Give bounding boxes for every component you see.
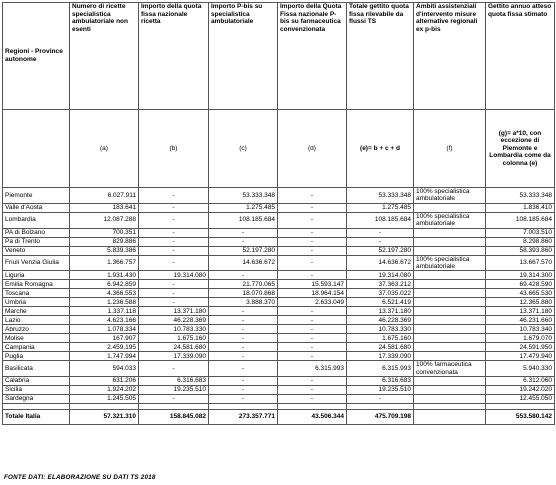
cell-d: - (278, 395, 347, 404)
cell-e: 46.228.369 (347, 316, 414, 325)
cell-c: 108.185.684 (209, 212, 278, 228)
cell-c: 18.070.868 (209, 289, 278, 298)
cell-b: 17.339.090 (139, 352, 209, 361)
cell-b: 158.845.082 (139, 410, 209, 425)
cell-region: Pa di Trento (3, 237, 70, 246)
cell-f (414, 395, 486, 404)
cell-f (414, 237, 486, 246)
cell-e: - (347, 395, 414, 404)
cell-d: - (278, 386, 347, 395)
cell-c: 3.888.370 (209, 298, 278, 307)
cell-c: - (209, 316, 278, 325)
cell-f (414, 203, 486, 212)
cell-a: 167.907 (70, 334, 139, 343)
cell-region: Toscana (3, 289, 70, 298)
table-row (3, 246, 555, 255)
table-row (3, 307, 555, 316)
table-row (3, 203, 555, 212)
cell-c: - (209, 307, 278, 316)
table-row (3, 325, 555, 334)
cell-g: 24.591.950 (486, 343, 555, 352)
cell-region: Piemonte (3, 188, 70, 204)
cell-c: - (209, 325, 278, 334)
cell-region: PA di Bolzano (3, 228, 70, 237)
cell-c: 53.333.348 (209, 188, 278, 204)
cell-f (414, 307, 486, 316)
table-row (3, 352, 555, 361)
cell-c: 273.357.771 (209, 410, 278, 425)
cell-g: 12.455.050 (486, 395, 555, 404)
cell-a: 6.027.911 (70, 188, 139, 204)
table-row (3, 377, 555, 386)
cell-b: - (139, 361, 209, 377)
cell-a: 594.033 (70, 361, 139, 377)
cell-region: Lazio (3, 316, 70, 325)
cell-d: - (278, 334, 347, 343)
cell-a: 1.366.757 (70, 255, 139, 271)
cell-g: 69.428.590 (486, 280, 555, 289)
cell-region: Totale Italia (3, 410, 70, 425)
cell-e: 6.521.419 (347, 298, 414, 307)
code-cell: (c) (209, 110, 278, 188)
cell-b: 46.228.369 (139, 316, 209, 325)
cell-e: - (347, 228, 414, 237)
code-cell: (a) (70, 110, 139, 188)
cell-g: 46.231.660 (486, 316, 555, 325)
cell-c: - (209, 343, 278, 352)
cell-a: 183.641 (70, 203, 139, 212)
cell-g: 12.365.880 (486, 298, 555, 307)
cell-a: 1.924.202 (70, 386, 139, 395)
table-row (3, 334, 555, 343)
cell-c: 52.197.280 (209, 246, 278, 255)
cell-f (414, 386, 486, 395)
cell-b: 10.783.330 (139, 325, 209, 334)
source-note: FONTE DATI: ELABORAZIONE SU DATI TS 2018 (4, 474, 156, 481)
cell-b: - (139, 280, 209, 289)
cell-f (414, 325, 486, 334)
cell-b: 24.581.680 (139, 343, 209, 352)
cell-e: 1.675.160 (347, 334, 414, 343)
cell-f: 100% specialistica ambulatoriale (414, 255, 486, 271)
cell-g: 58.393.860 (486, 246, 555, 255)
cell-d: 2.633.049 (278, 298, 347, 307)
table-body (3, 188, 555, 425)
cell-d: 6.315.993 (278, 361, 347, 377)
cell-a: 12.087.288 (70, 212, 139, 228)
cell-e: 53.333.348 (347, 188, 414, 204)
cell-c: - (209, 228, 278, 237)
cell-f (414, 334, 486, 343)
cell-c: - (209, 361, 278, 377)
cell-g: 10.783.340 (486, 325, 555, 334)
cell-e: - (347, 237, 414, 246)
cell-a: 4.366.553 (70, 289, 139, 298)
cell-g: 19.314.300 (486, 271, 555, 280)
code-cell (3, 110, 70, 188)
cell-f (414, 289, 486, 298)
header-importo-quota-fissa: Importo della quota fissa nazionale ricetta (139, 3, 209, 110)
data-table (2, 2, 555, 425)
header-gettito-annuo: Gettito annuo atteso quota fissa stimato (486, 3, 555, 110)
cell-b: - (139, 395, 209, 404)
cell-b: 19.235.510 (139, 386, 209, 395)
cell-b: 6.316.683 (139, 377, 209, 386)
cell-f (414, 352, 486, 361)
cell-g: 5.940.330 (486, 361, 555, 377)
cell-b: - (139, 188, 209, 204)
cell-e: 37.035.022 (347, 289, 414, 298)
cell-a: 2.459.195 (70, 343, 139, 352)
cell-f (414, 377, 486, 386)
cell-a: 829.886 (70, 237, 139, 246)
cell-f (414, 280, 486, 289)
cell-b: 13.371.180 (139, 307, 209, 316)
header-regioni: Regioni - Province autonome (3, 3, 70, 110)
cell-a: 1.747.994 (70, 352, 139, 361)
cell-g: 53.333.348 (486, 188, 555, 204)
cell-b: - (139, 298, 209, 307)
cell-g: 553.580.142 (486, 410, 555, 425)
cell-region: Campania (3, 343, 70, 352)
code-cell: (b) (139, 110, 209, 188)
cell-d: - (278, 343, 347, 352)
cell-region: Molise (3, 334, 70, 343)
cell-a: 57.321.310 (70, 410, 139, 425)
cell-a: 631.206 (70, 377, 139, 386)
header-row (3, 3, 555, 110)
cell-f (414, 316, 486, 325)
cell-g: 17.479.940 (486, 352, 555, 361)
cell-b: 19.314.080 (139, 271, 209, 280)
cell-c: 21.770.065 (209, 280, 278, 289)
cell-d: - (278, 246, 347, 255)
cell-g: 7.003.510 (486, 228, 555, 237)
cell-f (414, 410, 486, 425)
cell-d: 15.593.147 (278, 280, 347, 289)
cell-e: 475.709.198 (347, 410, 414, 425)
cell-c: 14.636.672 (209, 255, 278, 271)
table-row (3, 395, 555, 404)
cell-c: - (209, 352, 278, 361)
cell-e: 24.581.680 (347, 343, 414, 352)
header-ambiti-assistenziali: Ambiti assistenziali d'intervento misure alternative regionali ex p-bis (414, 3, 486, 110)
cell-e: 6.316.683 (347, 377, 414, 386)
cell-region: Friuli Venzia Giulia (3, 255, 70, 271)
cell-region: Valle d'Aosta (3, 203, 70, 212)
cell-region: Liguria (3, 271, 70, 280)
cell-g: 1.836.410 (486, 203, 555, 212)
cell-d: - (278, 352, 347, 361)
table-row (3, 386, 555, 395)
cell-b: - (139, 289, 209, 298)
cell-c: - (209, 386, 278, 395)
cell-e: 17.339.090 (347, 352, 414, 361)
cell-d: - (278, 188, 347, 204)
cell-a: 1.337.118 (70, 307, 139, 316)
cell-g: 6.312.060 (486, 377, 555, 386)
cell-a: 1.245.505 (70, 395, 139, 404)
cell-c: - (209, 271, 278, 280)
cell-f: 100% specialistica ambulatoriale (414, 188, 486, 204)
cell-b: - (139, 246, 209, 255)
cell-a: 1.236.588 (70, 298, 139, 307)
cell-d: - (278, 377, 347, 386)
cell-region: Marche (3, 307, 70, 316)
cell-d: - (278, 316, 347, 325)
code-row (3, 110, 555, 188)
cell-e: 1.275.485 (347, 203, 414, 212)
cell-region: Basilicata (3, 361, 70, 377)
cell-d: - (278, 237, 347, 246)
cell-region: Umbria (3, 298, 70, 307)
cell-f (414, 343, 486, 352)
cell-e: 14.636.672 (347, 255, 414, 271)
table-row (3, 343, 555, 352)
cell-region: Lombardia (3, 212, 70, 228)
cell-b: 1.675.160 (139, 334, 209, 343)
cell-region: Sicilia (3, 386, 70, 395)
cell-e: 37.363.212 (347, 280, 414, 289)
cell-e: 19.314.080 (347, 271, 414, 280)
table-row (3, 298, 555, 307)
cell-e: 10.783.330 (347, 325, 414, 334)
cell-d: - (278, 271, 347, 280)
cell-region: Emilia Romagna (3, 280, 70, 289)
cell-c: 1.275.485 (209, 203, 278, 212)
cell-a: 700.351 (70, 228, 139, 237)
cell-f (414, 298, 486, 307)
cell-a: 1.078.334 (70, 325, 139, 334)
cell-d: - (278, 325, 347, 334)
cell-b: - (139, 212, 209, 228)
table-row (3, 289, 555, 298)
cell-e: 6.315.993 (347, 361, 414, 377)
cell-g: 13.667.570 (486, 255, 555, 271)
header-importo-pbis-specialistica: Importo P-bis su specialistica ambulatoriale (209, 3, 278, 110)
header-numero-ricette: Numero di ricette specialistica ambulatoriale non esenti (70, 3, 139, 110)
table-row (3, 237, 555, 246)
cell-d: - (278, 307, 347, 316)
cell-e: 13.371.180 (347, 307, 414, 316)
cell-region: Calabria (3, 377, 70, 386)
cell-e: 19.235.510 (347, 386, 414, 395)
cell-b: - (139, 237, 209, 246)
cell-g: 43.665.530 (486, 289, 555, 298)
cell-a: 6.942.859 (70, 280, 139, 289)
cell-e: 52.197.280 (347, 246, 414, 255)
table-row (3, 361, 555, 377)
table-row (3, 271, 555, 280)
cell-f (414, 271, 486, 280)
cell-region: Sardegna (3, 395, 70, 404)
header-totale-gettito: Totale gettito quota fissa rilevabile da flussi TS (347, 3, 414, 110)
header-quota-fissa-pbis-farmaceutica: Importo della Quota Fissa nazionale P-bis su farmaceutica convenzionata (278, 3, 347, 110)
cell-e: 108.185.684 (347, 212, 414, 228)
cell-f: 100% specialistica ambulatoriale (414, 212, 486, 228)
code-cell: (g)= a*10, con eccezione di Piemonte e Lombardia come da colonna (e) (486, 110, 555, 188)
cell-c: - (209, 334, 278, 343)
cell-f: 100% farmaceutica convenzionata (414, 361, 486, 377)
cell-d: - (278, 203, 347, 212)
cell-g: 8.298.860 (486, 237, 555, 246)
cell-d: 43.506.344 (278, 410, 347, 425)
cell-a: 1.931.430 (70, 271, 139, 280)
cell-region: Veneto (3, 246, 70, 255)
code-cell: (e)= b + c + d (347, 110, 414, 188)
code-cell: (f) (414, 110, 486, 188)
cell-region: Abruzzo (3, 325, 70, 334)
cell-d: - (278, 212, 347, 228)
table-row (3, 255, 555, 271)
cell-c: - (209, 377, 278, 386)
table-row (3, 212, 555, 228)
table-row (3, 280, 555, 289)
cell-g: 1.679.070 (486, 334, 555, 343)
cell-g: 19.242.020 (486, 386, 555, 395)
total-row (3, 410, 555, 425)
cell-d: - (278, 228, 347, 237)
table-row (3, 316, 555, 325)
cell-a: 4.623.166 (70, 316, 139, 325)
cell-d: - (278, 255, 347, 271)
cell-c: - (209, 395, 278, 404)
code-cell: (d) (278, 110, 347, 188)
cell-g: 108.185.684 (486, 212, 555, 228)
cell-region: Puglia (3, 352, 70, 361)
cell-c: - (209, 237, 278, 246)
table-row (3, 228, 555, 237)
cell-a: 5.839.386 (70, 246, 139, 255)
cell-f (414, 228, 486, 237)
cell-b: - (139, 203, 209, 212)
cell-b: - (139, 255, 209, 271)
cell-b: - (139, 228, 209, 237)
cell-f (414, 246, 486, 255)
table-row (3, 188, 555, 204)
cell-g: 13.371.180 (486, 307, 555, 316)
cell-d: 18.964.154 (278, 289, 347, 298)
